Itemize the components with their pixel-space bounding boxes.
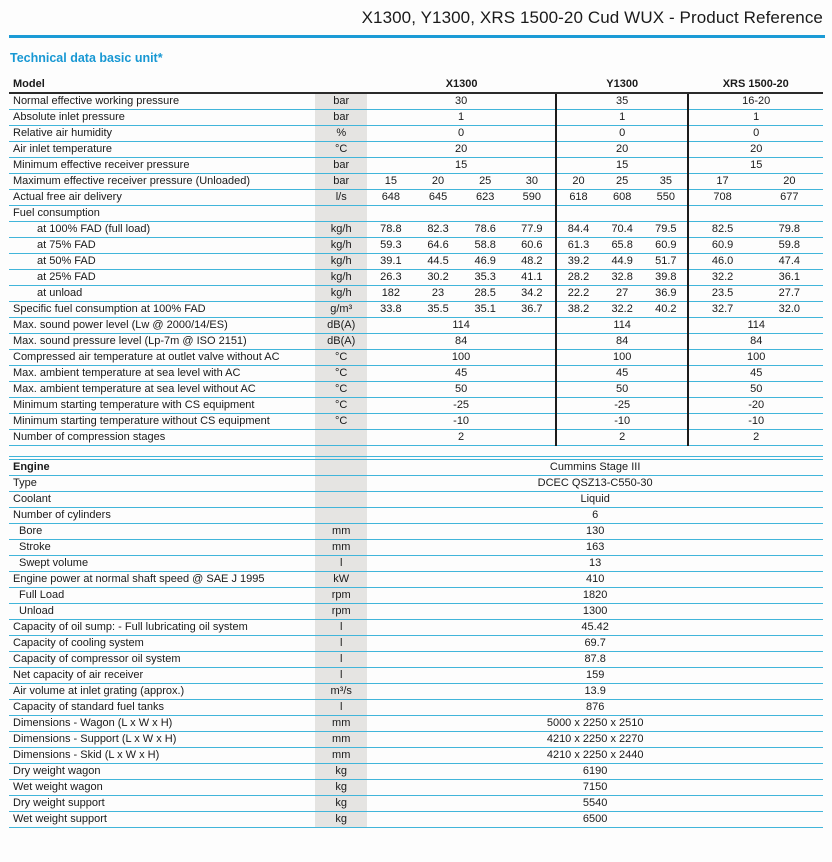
- table-row: [9, 764, 823, 780]
- row-value: 618: [556, 190, 600, 206]
- table-row: [9, 334, 823, 350]
- row-value: -25: [556, 398, 689, 414]
- row-value: 100: [688, 350, 823, 366]
- row-value: 182: [367, 286, 414, 302]
- row-value: 30.2: [414, 270, 461, 286]
- row-label: Max. ambient temperature at sea level without AC: [9, 382, 315, 398]
- table-row: [9, 382, 823, 398]
- row-value: 45: [688, 366, 823, 382]
- row-value: 64.6: [414, 238, 461, 254]
- row-value: 32.7: [688, 302, 755, 318]
- row-label: Capacity of compressor oil system: [9, 652, 315, 668]
- row-value: 45: [367, 366, 556, 382]
- table-row: [9, 588, 823, 604]
- row-value: 35: [644, 174, 688, 190]
- row-unit: dB(A): [315, 318, 367, 334]
- table-row: [9, 414, 823, 430]
- row-value: 4210 x 2250 x 2270: [367, 732, 823, 748]
- row-value: 1: [556, 110, 689, 126]
- row-unit: kg/h: [315, 270, 367, 286]
- row-label: Net capacity of air receiver: [9, 668, 315, 684]
- technical-data-table: [9, 76, 823, 828]
- engine-tbody: [9, 446, 823, 828]
- section-heading: Technical data basic unit*: [10, 51, 163, 65]
- row-value: 623: [462, 190, 509, 206]
- row-unit: kg/h: [315, 222, 367, 238]
- table-row: [9, 270, 823, 286]
- table-row: [9, 668, 823, 684]
- row-value: 50: [367, 382, 556, 398]
- table-row: [9, 238, 823, 254]
- table-row: [9, 93, 823, 110]
- row-unit: °C: [315, 398, 367, 414]
- table-row: [9, 780, 823, 796]
- row-value: 69.7: [367, 636, 823, 652]
- row-value: 15: [367, 174, 414, 190]
- row-label: Dry weight support: [9, 796, 315, 812]
- row-unit: l: [315, 556, 367, 572]
- row-value: 84: [556, 334, 689, 350]
- row-value: 70.4: [600, 222, 644, 238]
- page-title: X1300, Y1300, XRS 1500-20 Cud WUX - Product Reference: [361, 8, 823, 27]
- table-row: [9, 398, 823, 414]
- row-value: 100: [556, 350, 689, 366]
- row-label: Normal effective working pressure: [9, 93, 315, 110]
- table-row: [9, 126, 823, 142]
- gap-cell: [9, 446, 315, 457]
- row-value: 6190: [367, 764, 823, 780]
- row-value: 27: [600, 286, 644, 302]
- table-row: [9, 318, 823, 334]
- row-unit: l: [315, 668, 367, 684]
- row-unit: g/m³: [315, 302, 367, 318]
- table-row: [9, 190, 823, 206]
- row-value: 2: [688, 430, 823, 446]
- table-row: [9, 556, 823, 572]
- row-label: Capacity of standard fuel tanks: [9, 700, 315, 716]
- row-value: 84: [367, 334, 556, 350]
- row-value: 114: [556, 318, 689, 334]
- row-value: 61.3: [556, 238, 600, 254]
- row-value: 608: [600, 190, 644, 206]
- row-value: DCEC QSZ13-C550-30: [367, 476, 823, 492]
- row-label: Wet weight wagon: [9, 780, 315, 796]
- row-value: 590: [509, 190, 556, 206]
- column-header-x1300: X1300: [367, 76, 556, 93]
- row-label: Number of compression stages: [9, 430, 315, 446]
- row-value: 50: [688, 382, 823, 398]
- row-value: 36.9: [644, 286, 688, 302]
- row-unit: bar: [315, 158, 367, 174]
- row-label: Relative air humidity: [9, 126, 315, 142]
- row-label: Dimensions - Wagon (L x W x H): [9, 716, 315, 732]
- row-label: at 50% FAD: [9, 254, 315, 270]
- table-row: [9, 350, 823, 366]
- table-row: [9, 222, 823, 238]
- row-unit: [315, 460, 367, 476]
- row-unit: [315, 430, 367, 446]
- row-value: 114: [688, 318, 823, 334]
- table-row: [9, 652, 823, 668]
- row-value: 23.5: [688, 286, 755, 302]
- row-value: 20: [556, 174, 600, 190]
- row-value: -20: [688, 398, 823, 414]
- row-value: [556, 206, 689, 222]
- row-value: 163: [367, 540, 823, 556]
- row-unit: °C: [315, 350, 367, 366]
- row-value: 36.1: [756, 270, 823, 286]
- table-row: [9, 302, 823, 318]
- row-value: 30: [509, 174, 556, 190]
- row-label: Bore: [9, 524, 315, 540]
- row-value: 84: [688, 334, 823, 350]
- row-label: Capacity of oil sump: - Full lubricating oil system: [9, 620, 315, 636]
- row-unit: dB(A): [315, 334, 367, 350]
- gap-unit-cell: [315, 446, 367, 457]
- row-label: Type: [9, 476, 315, 492]
- row-value: 677: [756, 190, 823, 206]
- row-unit: °C: [315, 382, 367, 398]
- table-row: [9, 286, 823, 302]
- row-value: 23: [414, 286, 461, 302]
- row-label: Number of cylinders: [9, 508, 315, 524]
- row-unit: bar: [315, 174, 367, 190]
- row-value: 4210 x 2250 x 2440: [367, 748, 823, 764]
- table-row: [9, 604, 823, 620]
- row-value: 20: [756, 174, 823, 190]
- row-value: 0: [688, 126, 823, 142]
- row-value: 15: [556, 158, 689, 174]
- table-row: [9, 142, 823, 158]
- row-value: 87.8: [367, 652, 823, 668]
- row-value: 1: [367, 110, 556, 126]
- row-value: 46.0: [688, 254, 755, 270]
- row-value: 16-20: [688, 93, 823, 110]
- row-value: Liquid: [367, 492, 823, 508]
- row-value: 25: [462, 174, 509, 190]
- row-value: 35: [556, 93, 689, 110]
- row-value: 25: [600, 174, 644, 190]
- row-label: at unload: [9, 286, 315, 302]
- row-label: Max. ambient temperature at sea level with AC: [9, 366, 315, 382]
- row-value: 82.5: [688, 222, 755, 238]
- row-value: 1: [688, 110, 823, 126]
- row-label: Compressed air temperature at outlet valve without AC: [9, 350, 315, 366]
- row-unit: mm: [315, 716, 367, 732]
- row-label: Dry weight wagon: [9, 764, 315, 780]
- row-label: Air volume at inlet grating (approx.): [9, 684, 315, 700]
- basic-unit-tbody: [9, 93, 823, 446]
- table-row: [9, 540, 823, 556]
- row-value: 35.3: [462, 270, 509, 286]
- row-value: 41.1: [509, 270, 556, 286]
- row-unit: l: [315, 620, 367, 636]
- row-value: 40.2: [644, 302, 688, 318]
- row-value: 15: [688, 158, 823, 174]
- row-value: 58.8: [462, 238, 509, 254]
- table-row: [9, 636, 823, 652]
- gap-cell: [367, 446, 823, 457]
- unit-header-cell: [315, 76, 367, 93]
- table-row: [9, 812, 823, 828]
- row-unit: °C: [315, 142, 367, 158]
- row-unit: l/s: [315, 190, 367, 206]
- table-row: [9, 430, 823, 446]
- row-label: Full Load: [9, 588, 315, 604]
- table-row: [9, 572, 823, 588]
- table-row: [9, 732, 823, 748]
- row-value: 78.6: [462, 222, 509, 238]
- row-unit: kg/h: [315, 238, 367, 254]
- row-value: 32.2: [600, 302, 644, 318]
- row-value: 39.1: [367, 254, 414, 270]
- row-value: 39.8: [644, 270, 688, 286]
- row-value: [367, 206, 556, 222]
- row-unit: kg: [315, 764, 367, 780]
- row-label: Actual free air delivery: [9, 190, 315, 206]
- row-unit: mm: [315, 540, 367, 556]
- row-value: 708: [688, 190, 755, 206]
- row-value: 35.1: [462, 302, 509, 318]
- row-value: 45.42: [367, 620, 823, 636]
- row-value: 60.6: [509, 238, 556, 254]
- row-value: 130: [367, 524, 823, 540]
- row-label: Engine: [9, 460, 315, 476]
- row-value: 34.2: [509, 286, 556, 302]
- table-row: [9, 716, 823, 732]
- row-value: -10: [367, 414, 556, 430]
- row-label: at 75% FAD: [9, 238, 315, 254]
- table-row: [9, 796, 823, 812]
- row-value: 410: [367, 572, 823, 588]
- row-unit: [315, 206, 367, 222]
- table-row: [9, 158, 823, 174]
- row-label: Minimum starting temperature with CS equipment: [9, 398, 315, 414]
- row-unit: [315, 492, 367, 508]
- row-label: at 25% FAD: [9, 270, 315, 286]
- row-value: 28.5: [462, 286, 509, 302]
- row-value: 645: [414, 190, 461, 206]
- row-unit: mm: [315, 524, 367, 540]
- row-label: Minimum starting temperature without CS equipment: [9, 414, 315, 430]
- row-label: Minimum effective receiver pressure: [9, 158, 315, 174]
- row-value: 1300: [367, 604, 823, 620]
- column-header-xrs1500: XRS 1500-20: [688, 76, 823, 93]
- row-unit: kW: [315, 572, 367, 588]
- column-header-y1300: Y1300: [556, 76, 689, 93]
- row-value: 15: [367, 158, 556, 174]
- table-row: [9, 110, 823, 126]
- row-value: 33.8: [367, 302, 414, 318]
- row-value: 59.3: [367, 238, 414, 254]
- row-value: 648: [367, 190, 414, 206]
- row-value: 114: [367, 318, 556, 334]
- row-unit: bar: [315, 110, 367, 126]
- row-value: 38.2: [556, 302, 600, 318]
- row-value: 20: [367, 142, 556, 158]
- row-unit: [315, 508, 367, 524]
- row-value: 13: [367, 556, 823, 572]
- row-value: 60.9: [644, 238, 688, 254]
- row-unit: [315, 476, 367, 492]
- row-value: 100: [367, 350, 556, 366]
- row-label: Engine power at normal shaft speed @ SAE J 1995: [9, 572, 315, 588]
- row-unit: mm: [315, 732, 367, 748]
- row-value: 47.4: [756, 254, 823, 270]
- row-value: 159: [367, 668, 823, 684]
- row-value: 20: [556, 142, 689, 158]
- row-value: 28.2: [556, 270, 600, 286]
- row-value: 6: [367, 508, 823, 524]
- row-label: Max. sound pressure level (Lp-7m @ ISO 2151): [9, 334, 315, 350]
- row-value: 44.9: [600, 254, 644, 270]
- row-value: 48.2: [509, 254, 556, 270]
- row-value: -10: [688, 414, 823, 430]
- row-unit: l: [315, 636, 367, 652]
- row-unit: rpm: [315, 604, 367, 620]
- row-value: 46.9: [462, 254, 509, 270]
- row-value: 84.4: [556, 222, 600, 238]
- row-value: 59.8: [756, 238, 823, 254]
- row-value: 5000 x 2250 x 2510: [367, 716, 823, 732]
- row-unit: rpm: [315, 588, 367, 604]
- table-row: [9, 524, 823, 540]
- row-label: Dimensions - Skid (L x W x H): [9, 748, 315, 764]
- row-value: 82.3: [414, 222, 461, 238]
- row-label: Absolute inlet pressure: [9, 110, 315, 126]
- row-value: 36.7: [509, 302, 556, 318]
- row-label: Capacity of cooling system: [9, 636, 315, 652]
- row-value: 65.8: [600, 238, 644, 254]
- row-value: 6500: [367, 812, 823, 828]
- row-label: Swept volume: [9, 556, 315, 572]
- row-unit: kg: [315, 780, 367, 796]
- table-row: [9, 476, 823, 492]
- row-label: at 100% FAD (full load): [9, 222, 315, 238]
- table-row: [9, 508, 823, 524]
- row-unit: %: [315, 126, 367, 142]
- table-row: [9, 748, 823, 764]
- row-value: 0: [367, 126, 556, 142]
- row-value: 30: [367, 93, 556, 110]
- row-unit: °C: [315, 414, 367, 430]
- row-value: 5540: [367, 796, 823, 812]
- row-value: 50: [556, 382, 689, 398]
- row-unit: m³/s: [315, 684, 367, 700]
- row-value: 35.5: [414, 302, 461, 318]
- row-value: 79.5: [644, 222, 688, 238]
- row-value: 77.9: [509, 222, 556, 238]
- row-unit: kg: [315, 812, 367, 828]
- row-value: -10: [556, 414, 689, 430]
- row-label: Max. sound power level (Lw @ 2000/14/ES): [9, 318, 315, 334]
- row-label: Specific fuel consumption at 100% FAD: [9, 302, 315, 318]
- row-unit: °C: [315, 366, 367, 382]
- row-value: 876: [367, 700, 823, 716]
- row-label: Coolant: [9, 492, 315, 508]
- row-value: 7150: [367, 780, 823, 796]
- table-row: [9, 492, 823, 508]
- row-label: Fuel consumption: [9, 206, 315, 222]
- row-value: 26.3: [367, 270, 414, 286]
- row-unit: l: [315, 700, 367, 716]
- row-value: 27.7: [756, 286, 823, 302]
- row-unit: bar: [315, 93, 367, 110]
- row-value: 0: [556, 126, 689, 142]
- row-value: -25: [367, 398, 556, 414]
- row-label: Dimensions - Support (L x W x H): [9, 732, 315, 748]
- row-unit: kg: [315, 796, 367, 812]
- row-label: Unload: [9, 604, 315, 620]
- row-unit: mm: [315, 748, 367, 764]
- model-header-label: Model: [9, 76, 315, 93]
- row-value: 13.9: [367, 684, 823, 700]
- row-unit: kg/h: [315, 254, 367, 270]
- section-gap-row: [9, 446, 823, 457]
- table-row: [9, 254, 823, 270]
- table-row: [9, 620, 823, 636]
- row-value: 78.8: [367, 222, 414, 238]
- row-value: 20: [688, 142, 823, 158]
- row-label: Air inlet temperature: [9, 142, 315, 158]
- row-label: Maximum effective receiver pressure (Unloaded): [9, 174, 315, 190]
- row-value: 2: [367, 430, 556, 446]
- row-value: 22.2: [556, 286, 600, 302]
- row-value: 32.0: [756, 302, 823, 318]
- title-rule: [9, 35, 825, 38]
- row-value: 550: [644, 190, 688, 206]
- row-value: 20: [414, 174, 461, 190]
- row-label: Wet weight support: [9, 812, 315, 828]
- row-value: 32.2: [688, 270, 755, 286]
- row-value: 32.8: [600, 270, 644, 286]
- row-unit: l: [315, 652, 367, 668]
- row-value: 39.2: [556, 254, 600, 270]
- row-value: 45: [556, 366, 689, 382]
- row-unit: kg/h: [315, 286, 367, 302]
- row-value: 17: [688, 174, 755, 190]
- row-value: 44.5: [414, 254, 461, 270]
- row-label: Stroke: [9, 540, 315, 556]
- table-row: [9, 366, 823, 382]
- table-row: [9, 700, 823, 716]
- table-row: [9, 684, 823, 700]
- row-value: [688, 206, 823, 222]
- row-value: Cummins Stage III: [367, 460, 823, 476]
- row-value: 2: [556, 430, 689, 446]
- table-header-row: [9, 76, 823, 93]
- table-row: [9, 174, 823, 190]
- table-row: [9, 460, 823, 476]
- row-value: 79.8: [756, 222, 823, 238]
- row-value: 51.7: [644, 254, 688, 270]
- row-value: 60.9: [688, 238, 755, 254]
- table-row: [9, 206, 823, 222]
- row-value: 1820: [367, 588, 823, 604]
